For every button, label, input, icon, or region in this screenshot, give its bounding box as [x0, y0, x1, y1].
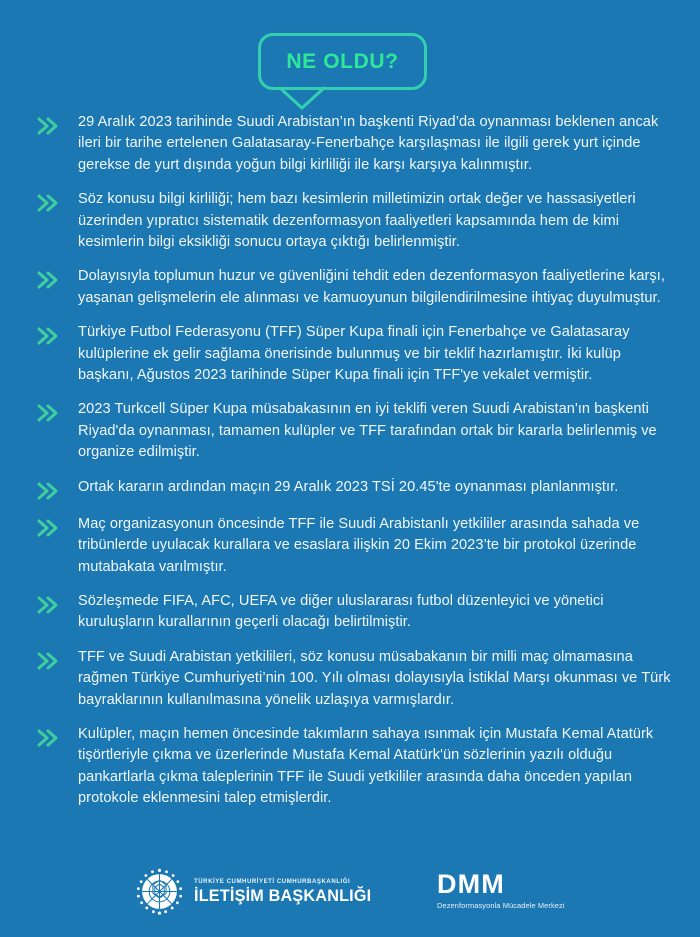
double-chevron-icon: [36, 399, 62, 423]
dmm-subtitle: Dezenformasyonla Mücadele Merkezi: [437, 901, 565, 910]
header: [0, 0, 700, 112]
list-item-text: Ortak kararın ardından maçın 29 Aralık 2023 TSİ 20.45'te oynanması planlanmıştır.: [78, 478, 619, 495]
list-item-text: Sözleşmede FIFA, AFC, UEFA ve diğer uluslararası futbol düzenleyici ve yönetici kuruluşların kurallarının geçerli olacağı belirtilmiştir.: [78, 592, 604, 631]
list-item: [0, 189, 700, 253]
list-item-text: Dolayısıyla toplumun huzur ve güvenliğini tehdit eden dezenformasyon faaliyetlerine karşı, yaşanan gelişmelerin ele alınması ve kamuoyunun bilgilendirilmesine ihtiyaç duyulmuştur.: [78, 268, 665, 306]
list-item: [0, 399, 700, 463]
list-item: [0, 322, 700, 386]
presidency-logo: [136, 868, 371, 915]
list-item: [0, 266, 700, 309]
list-item-text: Söz konusu bilgi kirliliği; hem bazı kesimlerin milletimizin ortak değer ve hassasiyetleri üzerinden yıpratıcı sistematik dezenformasyon faaliyetleri kapsamında hem de kimi kesimlerin bilgi eksikliği sonucu ortaya çıktığı belirlenmiştir.: [78, 191, 636, 251]
double-chevron-icon: [36, 591, 62, 615]
list-item-text: Türkiye Futbol Federasyonu (TFF) Süper Kupa finali için Fenerbahçe ve Galatasaray kulüplerine ek gelir sağlama önerisinde bulunmuş ve bir teklif hazırlamıştır. İki kulüp başkanı, Ağustos 2023 tarihinde Süper Kupa finali için TFF'ye vekalet vermiştir.: [78, 324, 630, 384]
presidency-wordmark: [194, 878, 371, 906]
double-chevron-icon: [36, 266, 62, 290]
list-item: [0, 112, 700, 176]
list-item-text: 2023 Turkcell Süper Kupa müsabakasının en iyi teklifi veren Suudi Arabistan'ın başkenti Riyad'da oynanması, tamamen kulüpler ve TFF tarafından ortak bir kararla belirlenmiş ve organize edilmiştir.: [78, 401, 657, 461]
double-chevron-icon: [36, 514, 62, 538]
presidency-main-line: İLETİŞİM BAŞKANLIĞI: [194, 886, 372, 905]
list-item-text: Kulüpler, maçın hemen öncesinde takımların sahaya ısınmak için Mustafa Kemal Atatürk tişörtleriyle çıkma ve üzerlerinde Mustafa Kemal Atatürk'ün sözlerinin yazılı olduğu pankartlarla çıkma taleplerinin TFF ile Suudi yetkililer arasında daha önceden yapılan protokole eklenmesini talep etmişlerdir.: [78, 725, 654, 807]
list-item: [0, 647, 700, 711]
dmm-logo: [437, 871, 565, 910]
list-item-text: Maç organizasyonun öncesinde TFF ile Suudi Arabistanlı yetkililer arasında sahada ve tribünlerde uyulacak kurallara ve esaslara ilişkin 20 Ekim 2023’te bir protokol üzerinde mutabakata varılmıştır.: [78, 515, 640, 575]
list-item-text: 29 Aralık 2023 tarihinde Suudi Arabistan’ın başkenti Riyad’da oynanması beklenen ancak ileri bir tarihe ertelenen Galatasaray-Fenerbahçe karşılaşması ile ilgili gerek yurt içinde gerekse de yurt dışında yoğun bilgi kirliliği ile karşı karşıya kalınmıştır.: [78, 114, 659, 173]
double-chevron-icon: [36, 322, 62, 346]
page-title: NE OLDU?: [286, 49, 399, 73]
list-item: [0, 724, 700, 810]
list-item: [0, 477, 700, 501]
list-item: [0, 591, 700, 634]
double-chevron-icon: [36, 724, 62, 748]
double-chevron-icon: [36, 112, 62, 136]
dmm-wordmark: DMM: [437, 869, 505, 899]
list-item-text: TFF ve Suudi Arabistan yetkilileri, söz konusu müsabakanın bir milli maç olmamasına rağmen Türkiye Cumhuriyeti’nin 100. Yılı olması dolayısıyla İstiklal Marşı okunması ve Türk bayraklarının kullanılmasına yönelik uzlaşıya varmışlardır.: [78, 648, 671, 708]
double-chevron-icon: [36, 647, 62, 671]
presidency-rosette-icon: [136, 868, 183, 915]
speech-bubble-icon: [258, 33, 427, 90]
double-chevron-icon: [36, 189, 62, 213]
double-chevron-icon: [36, 477, 62, 501]
bullet-list: [0, 112, 700, 823]
speech-bubble-tail-icon: [278, 86, 334, 112]
list-item: [0, 514, 700, 578]
presidency-top-line: TÜRKİYE CUMHURİYETİ CUMHURBAŞKANLIĞI: [194, 877, 351, 885]
footer: [0, 852, 700, 937]
